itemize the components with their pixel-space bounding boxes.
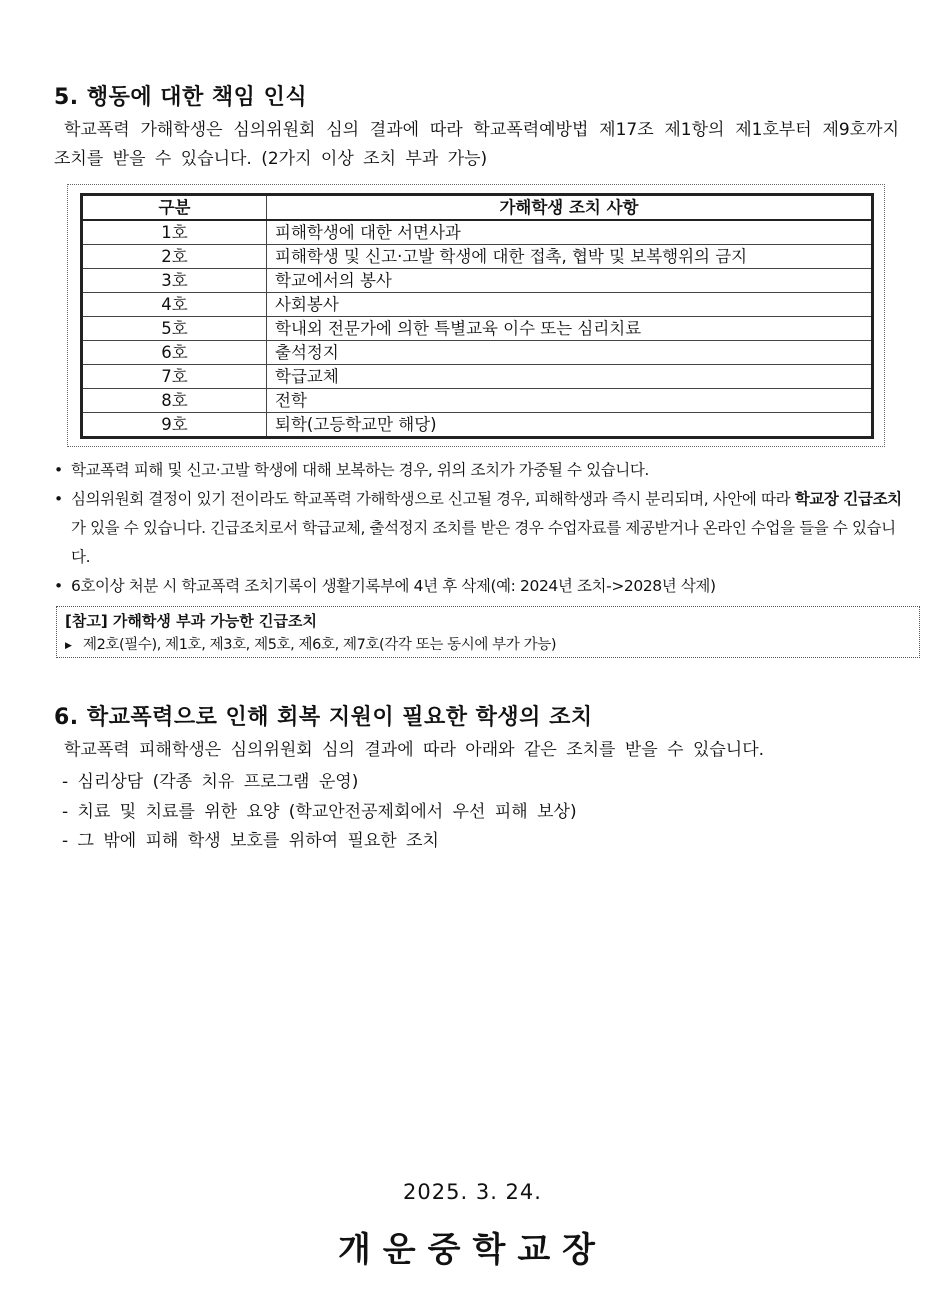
bullet-dot-icon: • — [54, 490, 63, 508]
bullet-dot-icon: • — [54, 577, 63, 595]
notice-bullet-list — [54, 456, 904, 601]
table-row — [82, 220, 873, 245]
bullet-text: 가 있을 수 있습니다. 긴급조치로서 학급교체, 출석정지 조치를 받은 경우 수업자료를 제공받거나 온라인 수업을 들을 수 있습니다. — [71, 519, 896, 566]
table-row — [82, 269, 873, 293]
row-description: 출석정지 — [267, 341, 873, 365]
list-item: - 치료 및 치료를 위한 요양 (학교안전공제회에서 우선 피해 보상) — [62, 801, 577, 822]
table-header-row — [82, 195, 873, 221]
row-description: 학내외 전문가에 의한 특별교육 이수 또는 심리치료 — [267, 317, 873, 341]
row-number: 2호 — [82, 245, 267, 269]
row-number: 3호 — [82, 269, 267, 293]
triangle-right-icon: ▶ — [65, 641, 72, 651]
note-text: 제2호(필수), 제1호, 제3호, 제5호, 제6호, 제7호(각각 또는 동시에 부가 가능) — [83, 637, 557, 653]
row-description: 학교에서의 봉사 — [267, 269, 873, 293]
row-description: 사회봉사 — [267, 293, 873, 317]
bullet-dot-icon: • — [54, 461, 63, 479]
row-number: 8호 — [82, 389, 267, 413]
bullet-item — [54, 572, 904, 601]
row-description: 피해학생 및 신고·고발 학생에 대한 접촉, 협박 및 보복행위의 금지 — [267, 245, 873, 269]
measures-table — [80, 193, 874, 439]
document-date: 2025. 3. 24. — [403, 1180, 542, 1204]
bullet-item — [54, 485, 904, 572]
section-5-title: 5. 행동에 대한 책임 인식 — [54, 85, 308, 110]
section-6-intro: 학교폭력 피해학생은 심의위원회 심의 결과에 따라 아래와 같은 조치를 받을 수 있습니다. — [64, 740, 765, 760]
section-6-title: 6. 학교폭력으로 인해 회복 지원이 필요한 학생의 조치 — [54, 705, 593, 730]
table-row — [82, 341, 873, 365]
reference-note-box — [56, 606, 920, 658]
school-principal-signature: 개운중학교장 — [337, 1230, 608, 1270]
row-number: 4호 — [82, 293, 267, 317]
row-number: 5호 — [82, 317, 267, 341]
row-number: 9호 — [82, 413, 267, 438]
row-number: 1호 — [82, 220, 267, 245]
bullet-text: 6호이상 처분 시 학교폭력 조치기록이 생활기록부에 4년 후 삭제(예: 2024년 조치->2028년 삭제) — [71, 577, 716, 595]
list-item: - 그 밖에 피해 학생 보호를 위하여 필요한 조치 — [62, 831, 439, 851]
row-number: 6호 — [82, 341, 267, 365]
row-description: 퇴학(고등학교만 해당) — [267, 413, 873, 438]
table-row — [82, 245, 873, 269]
list-item: - 심리상담 (각종 치유 프로그램 운영) — [62, 772, 359, 792]
table-row — [82, 365, 873, 389]
section-5-intro: 학교폭력 가해학생은 심의위원회 심의 결과에 따라 학교폭력예방법 제17조 제1항의 제1호부터 제9호까지 조치를 받을 수 있습니다. (2가지 이상 조치 부과 가능) — [54, 120, 899, 169]
recovery-measures-list — [62, 768, 577, 857]
table-row — [82, 317, 873, 341]
column-header-category: 구분 — [82, 195, 267, 221]
row-description: 학급교체 — [267, 365, 873, 389]
bullet-text: 학교폭력 피해 및 신고·고발 학생에 대해 보복하는 경우, 위의 조치가 가중될 수 있습니다. — [71, 461, 649, 479]
table-row — [82, 389, 873, 413]
bullet-item — [54, 456, 904, 485]
row-description: 피해학생에 대한 서면사과 — [267, 220, 873, 245]
measures-table-frame — [67, 184, 885, 447]
table-row — [82, 413, 873, 438]
row-description: 전학 — [267, 389, 873, 413]
row-number: 7호 — [82, 365, 267, 389]
column-header-measure: 가해학생 조치 사항 — [267, 195, 873, 221]
bullet-emphasis: 학교장 긴급조치 — [794, 490, 902, 508]
table-row — [82, 293, 873, 317]
note-line — [65, 633, 919, 658]
bullet-text: 심의위원회 결정이 있기 전이라도 학교폭력 가해학생으로 신고될 경우, 피해학생과 즉시 분리되며, 사안에 따라 — [71, 490, 795, 508]
note-title: [참고] 가해학생 부과 가능한 긴급조치 — [65, 612, 317, 630]
